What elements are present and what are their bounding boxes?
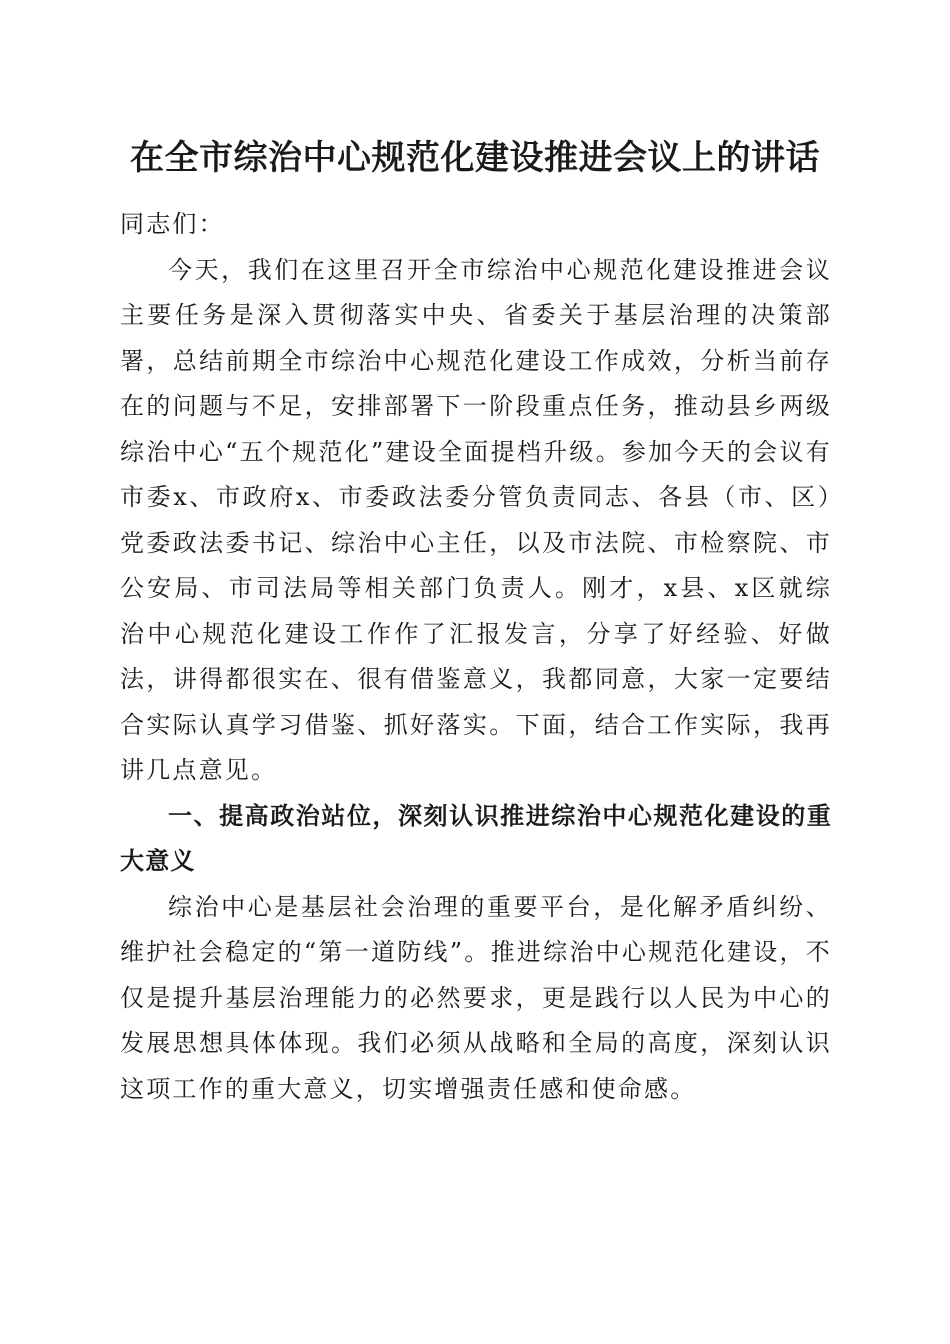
document-body [120, 202, 832, 1112]
document-title: 在全市综治中心规范化建设推进会议上的讲话 [130, 138, 820, 178]
section-paragraph: 综治中心是基层社会治理的重要平台，是化解矛盾纠纷、维护社会稳定的“第一道防线”。推进综治中心规范化建设，不仅是提升基层治理能力的必然要求，更是践行以人民为中心的发展思想具体体现。我们必须从战略和全局的高度，深刻认识这项工作的重大意义，切实增强责任感和使命感。 [120, 892, 832, 1103]
intro-paragraph: 今天，我们在这里召开全市综治中心规范化建设推进会议主要任务是深入贯彻落实中央、省委关于基层治理的决策部署，总结前期全市综治中心规范化建设工作成效，分析当前存在的问题与不足，安排部署下一阶段重点任务，推动县乡两级综治中心“五个规范化”建设全面提档升级。参加今天的会议有市委x、市政府x、市委政法委分管负责同志、各县（市、区）党委政法委书记、综治中心主任，以及市法院、市检察院、市公安局、市司法局等相关部门负责人。刚才，x县、x区就综治中心规范化建设工作作了汇报发言，分享了好经验、好做法，讲得都很实在、很有借鉴意义，我都同意，大家一定要结合实际认真学习借鉴、抓好落实。下面，结合工作实际，我再讲几点意见。 [120, 255, 832, 784]
salutation: 同志们： [120, 210, 225, 238]
section-heading: 一、提高政治站位，深刻认识推进综治中心规范化建设的重大意义 [120, 801, 832, 875]
